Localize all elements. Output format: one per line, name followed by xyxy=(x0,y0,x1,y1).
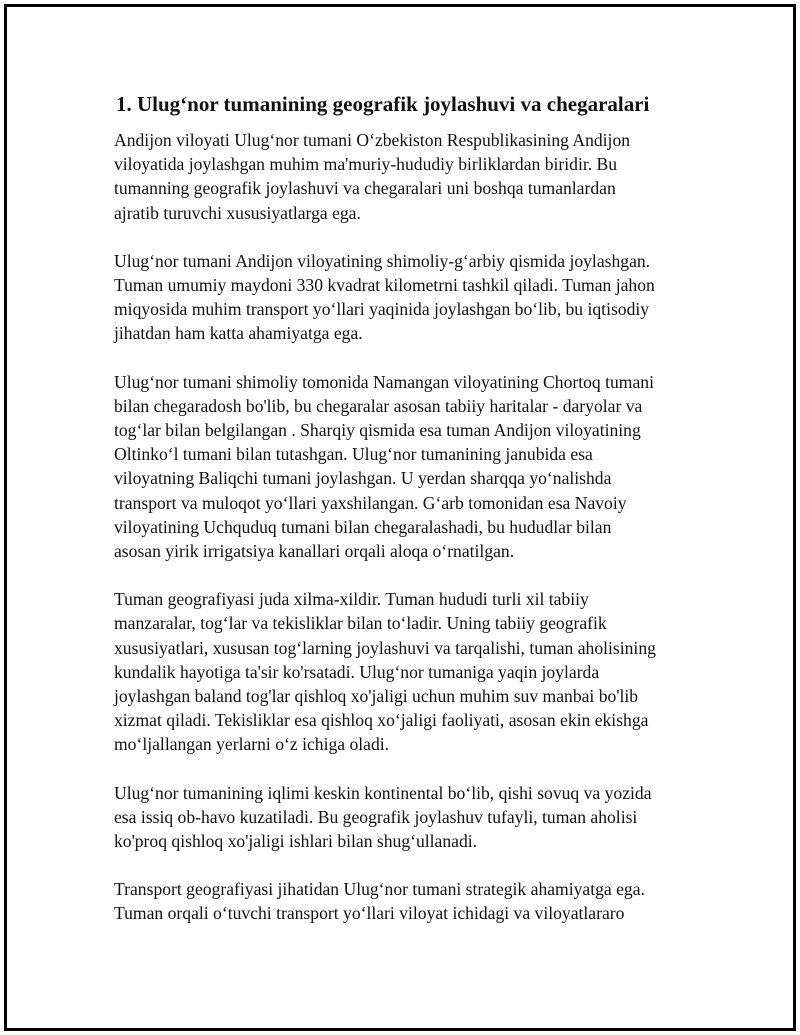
document-body xyxy=(114,90,694,950)
text-line: mo‘ljallangan yerlarni o‘z ichiga oladi. xyxy=(114,734,390,755)
text-line: Tuman geografiyasi juda xilma-xildir. Tuman hududi turli xil tabiiy xyxy=(114,589,589,610)
text-line: transport va muloqot yo‘llari yaxshilangan. G‘arb tomonidan esa Navoiy xyxy=(114,492,627,513)
text-line: kundalik hayotiga ta'sir ko'rsatadi. Ulug‘nor tumaniga yaqin joylarda xyxy=(114,661,600,682)
text-line: Ulug‘nor tumanining iqlimi keskin kontinental bo‘lib, qishi sovuq va yozida xyxy=(114,782,652,803)
paragraph-climate xyxy=(114,781,694,854)
text-line: ajratib turuvchi xususiyatlarga ega. xyxy=(114,202,361,223)
text-line: esa issiq ob-havo kuzatiladi. Bu geografik joylashuv tufayli, tuman aholisi xyxy=(114,806,638,827)
text-line: bilan chegaradosh bo'lib, bu chegaralar asosan tabiiy haritalar - daryolar va xyxy=(114,395,643,416)
text-line: Ulug‘nor tumani shimoliy tomonida Namangan viloyatining Chortoq tumani xyxy=(114,371,654,392)
text-line: manzaralar, tog‘lar va tekisliklar bilan to‘ladir. Uning tabiiy geografik xyxy=(114,613,607,634)
paragraph-transport xyxy=(114,877,694,925)
text-line: viloyatning Baliqchi tumani joylashgan. U yerdan sharqqa yo‘nalishda xyxy=(114,468,612,489)
paragraph-intro xyxy=(114,128,694,225)
paragraph-location xyxy=(114,249,694,346)
text-line: viloyatining Uchquduq tumani bilan chegaralashadi, bu hududlar bilan xyxy=(114,516,612,537)
text-line: Andijon viloyati Ulug‘nor tumani O‘zbekiston Respublikasining Andijon xyxy=(114,130,631,150)
paragraph-geography xyxy=(114,587,694,756)
text-line: tog‘lar bilan belgilangan . Sharqiy qismida esa tuman Andijon viloyatining xyxy=(114,420,641,441)
text-line: miqyosida muhim transport yo‘llari yaqinida joylashgan bo‘lib, bu iqtisodiy xyxy=(114,299,650,320)
text-line: viloyatida joylashgan muhim ma'muriy-hududiy birliklardan biridir. Bu xyxy=(114,154,618,175)
text-line: ko'proq qishloq xo'jaligi ishlari bilan shug‘ullanadi. xyxy=(114,831,478,852)
text-line: xususiyatlari, xususan tog‘larning joylashuvi va tarqalishi, tuman aholisining xyxy=(114,637,656,658)
text-line: Transport geografiyasi jihatidan Ulug‘nor tumani strategik ahamiyatga ega. xyxy=(114,879,645,900)
text-line: jihatdan ham katta ahamiyatga ega. xyxy=(114,323,363,344)
text-line: joylashgan baland tog'lar qishloq xo'jaligi uchun muhim suv manbai bo'lib xyxy=(114,686,639,707)
text-line: Ulug‘nor tumani Andijon viloyatining shimoliy-g‘arbiy qismida joylashgan. xyxy=(114,250,651,271)
text-line: xizmat qiladi. Tekisliklar esa qishloq xo‘jaligi faoliyati, asosan ekin ekishga xyxy=(114,710,649,731)
text-line: Oltinko‘l tumani bilan tutashgan. Ulug‘nor tumanining janubida esa xyxy=(114,444,593,465)
text-line: Tuman umumiy maydoni 330 kvadrat kilometrni tashkil qiladi. Tuman jahon xyxy=(114,275,655,296)
text-line: tumanning geografik joylashuvi va chegaralari uni boshqa tumanlardan xyxy=(114,178,616,199)
section-heading: 1. Ulug‘nor tumanining geografik joylashuvi va chegaralari xyxy=(116,92,650,116)
text-line: asosan yirik irrigatsiya kanallari orqali aloqa o‘rnatilgan. xyxy=(114,541,515,562)
paragraph-borders xyxy=(114,370,694,564)
text-line: Tuman orqali o‘tuvchi transport yo‘llari viloyat ichidagi va viloyatlararo xyxy=(114,903,625,924)
